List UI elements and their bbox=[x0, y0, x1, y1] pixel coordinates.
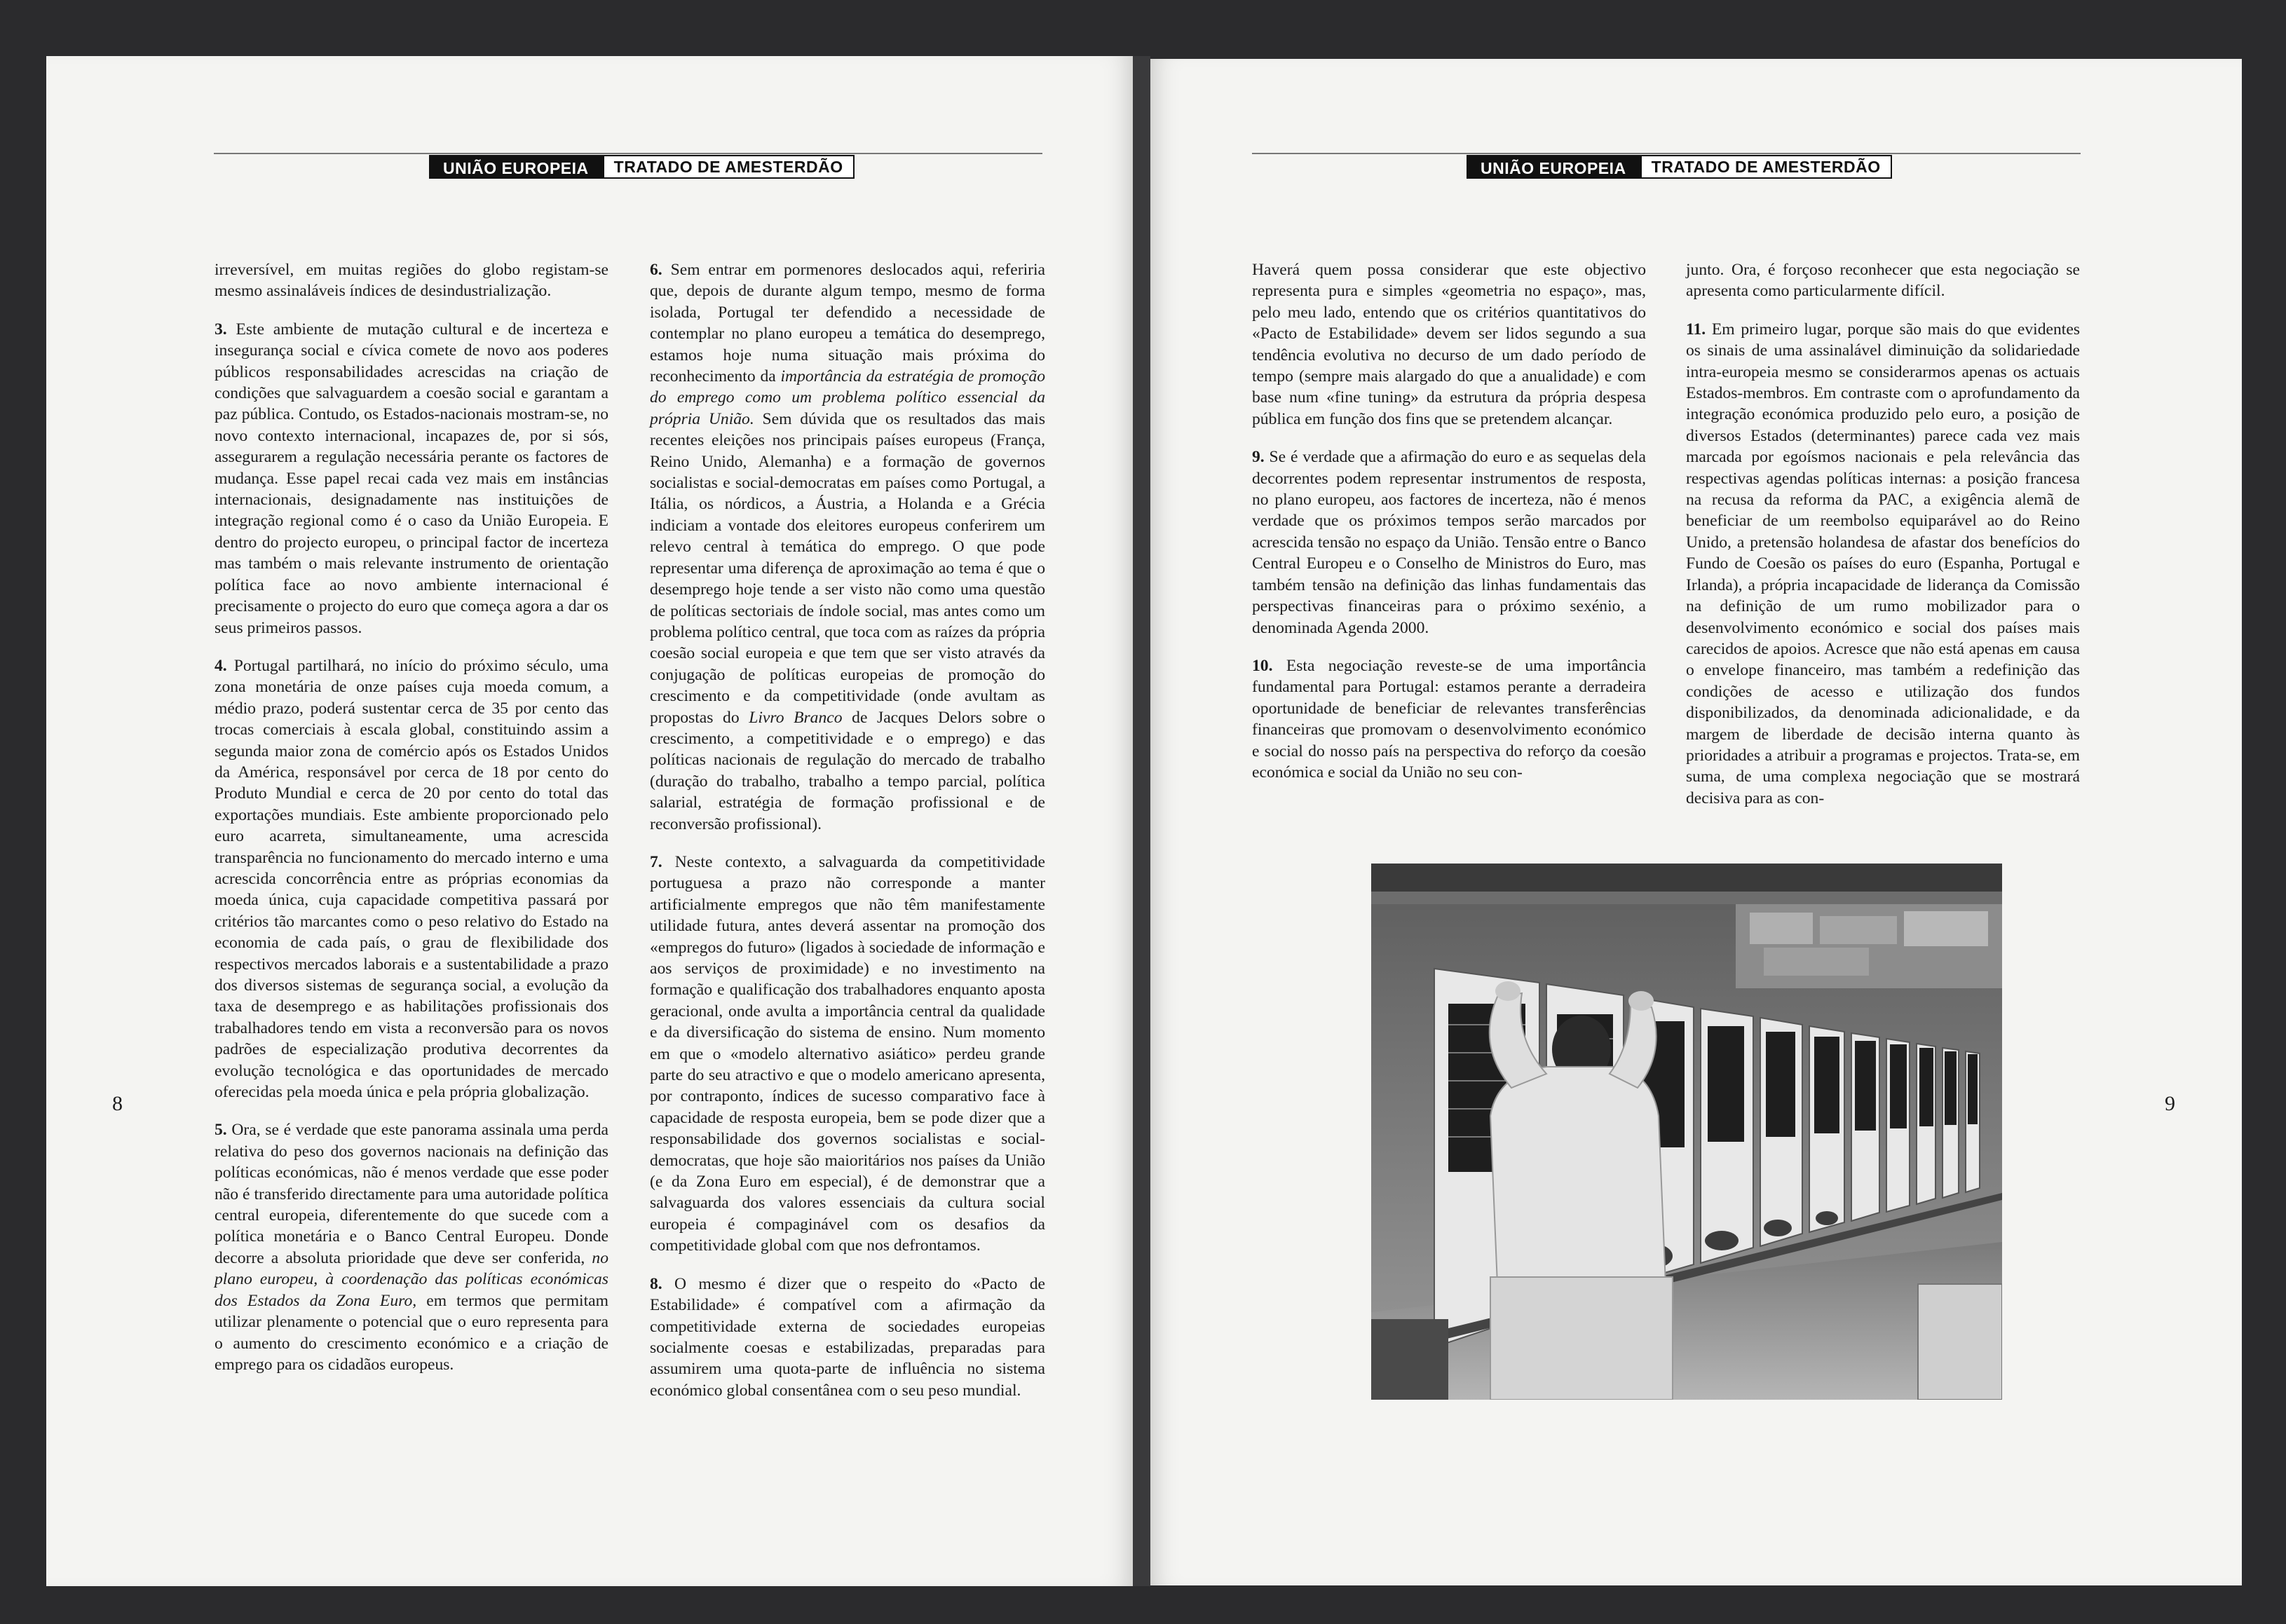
paragraph-6 bbox=[650, 259, 1045, 835]
paragraph-text: Este ambiente de mutação cultural e de incerteza e insegurança social e cívica comete de novo aos poderes públicos responsabilidades acrescidas na criação de condições que salvaguardem a coesão social e garantam a paz pública. Contudo, os Estados-nacionais mostram-se, no novo contexto internacional, incapazes de, por si sós, assegurarem a regulação necessária perante os factores de mudança. Esse papel recai cada vez mais em instâncias internacionais, designadamente nas instituições de integração regional como é o caso da União Europeia. E dentro do projecto europeu, o principal factor de incerteza mas também o mais relevante instrumento de orientação política face ao novo ambiente internacional é precisamente o projecto do euro que começa agora a dar os seus primeiros passos. bbox=[215, 320, 608, 637]
book-gutter bbox=[1133, 56, 1150, 1586]
paragraph-4 bbox=[215, 655, 608, 1103]
paragraph-text: de Jacques Delors sobre o crescimento, a competitividade e o emprego) e das políticas nacionais de regulação do mercado de trabalho (duração do trabalho, trabalho a tempo parcial, política salarial, estratégia de formação profissional e de reconversão profissional). bbox=[650, 708, 1045, 833]
paragraph-10 bbox=[1252, 655, 1646, 783]
paragraph-text: Sem dúvida que os resultados das mais recentes eleições nos principais países europeus (França, Reino Unido, Alemanha) e a formação de governos socialistas e social-democratas em países como Portugal, a Itália, os nórdicos, a Áustria, a Holanda e a Grécia indiciam a vontade dos eleitores europeus conferirem um relevo central à temática do emprego. O que pode representar uma diferença de aproximação ao tema é que o desemprego hoje tende a ser visto não como uma questão de políticas sectoriais de índole social, mas antes como um problema político central, que toca com as raízes da própria coesão social europeia e que tem que ser visto através da conjugação de políticas europeias de promoção do crescimento e da competitividade (onde avultam as propostas do bbox=[650, 409, 1046, 727]
paragraph-number: 10. bbox=[1252, 656, 1273, 675]
left-column-1 bbox=[215, 259, 608, 1392]
paragraph-number: 3. bbox=[215, 320, 227, 339]
header-rule-right bbox=[1252, 153, 2081, 154]
running-header-right bbox=[1467, 155, 1892, 179]
paragraph-number: 5. bbox=[215, 1121, 227, 1140]
paragraph bbox=[215, 259, 608, 302]
paragraph-9 bbox=[1252, 446, 1646, 639]
page-number-right: 9 bbox=[2165, 1092, 2175, 1115]
paragraph-8 bbox=[650, 1274, 1045, 1401]
paragraph-5 bbox=[215, 1119, 608, 1375]
paragraph-text: em termos que permitam utilizar plenamente o potencial que o euro representa para o aumento do crescimento económico e a criação de emprego para os cidadãos europeus. bbox=[215, 1291, 608, 1374]
paragraph bbox=[1252, 259, 1646, 430]
left-column-2 bbox=[650, 259, 1045, 1418]
italic-emphasis: Livro Branco bbox=[749, 708, 843, 727]
right-column-1 bbox=[1252, 259, 1646, 800]
paragraph bbox=[1686, 259, 2080, 302]
factory-worker-photo bbox=[1371, 864, 2002, 1400]
paragraph-text: Esta negociação reveste-se de uma importância fundamental para Portugal: estamos perante a derradeira oportunidade de beneficiar de relevantes transferências financeiras que promovam o desenvolvimento económico e social do nosso país na perspectiva do reforço da coesão económica e social da União no seu con- bbox=[1252, 656, 1646, 782]
paragraph-text: Se é verdade que a afirmação do euro e as sequelas dela decorrentes podem representar instrumentos de resposta, no plano europeu, aos factores de incerteza, não é menos verdade que os próximos tempos serão marcados por acrescida tensão no espaço da União. Tensão entre o Banco Central Europeu e o Conselho de Ministros do Euro, mas também tensão na definição das linhas fundamentais das perspectivas financeiras para o próximo sexénio, a denominada Agenda 2000. bbox=[1252, 448, 1646, 637]
paragraph-number: 4. bbox=[215, 656, 227, 675]
paragraph-text: Haverá quem possa considerar que este objectivo representa pura e simples «geometria no espaço», mas, pelo meu lado, entendo que os critérios quantitativos do «Pacto de Estabilidade» devem ser lidos segundo a sua tendência evolutiva no decurso de um dado período de tempo (sempre mais alargado do que a anualidade) e com base num «fine tuning» da estrutura da própria despesa pública em função dos fins que se pretendem alcançar. bbox=[1252, 261, 1646, 428]
factory-photo-illustration bbox=[1371, 864, 2002, 1400]
paragraph-text: O mesmo é dizer que o respeito do «Pacto de Estabilidade» é compatível com a afirmação da competitividade externa de sociedades europeias socialmente coesas e estabilizadas, preparadas para assumirem uma quota-parte de influência no sistema económico global consentânea com o seu peso mundial. bbox=[650, 1274, 1046, 1400]
paragraph-7 bbox=[650, 852, 1045, 1257]
italic-emphasis: no plano europeu, à coordenação das políticas económicas dos Estados da Zona Euro, bbox=[215, 1248, 608, 1310]
header-section-label: UNIÃO EUROPEIA bbox=[1467, 155, 1640, 179]
paragraph-number: 8. bbox=[650, 1274, 662, 1293]
header-title-label: TRATADO DE AMESTERDÃO bbox=[1640, 155, 1892, 179]
paragraph-text: irreversível, em muitas regiões do globo registam-se mesmo assinaláveis índices de desindustrialização. bbox=[215, 261, 608, 301]
paragraph-number: 9. bbox=[1252, 448, 1265, 467]
paragraph-number: 11. bbox=[1686, 320, 1706, 339]
header-rule-left bbox=[214, 153, 1042, 154]
paragraph-11 bbox=[1686, 319, 2080, 809]
paragraph-text: junto. Ora, é forçoso reconhecer que esta negociação se apresenta como particularmente difícil. bbox=[1686, 261, 2080, 301]
paragraph-3 bbox=[215, 319, 608, 639]
paragraph-text: Ora, se é verdade que este panorama assinala uma perda relativa do peso dos governos nacionais na definição das políticas económicas, não é menos verdade que esse poder não é transferido directamente para uma autoridade política central europeia, diferentemente do que sucede com a política monetária e o Banco Central Europeu. Donde decorre a absoluta prioridade que deve ser conferida, bbox=[215, 1121, 608, 1267]
italic-emphasis: importância da estratégia de promoção do emprego como um problema político essencial da própria União. bbox=[650, 367, 1045, 428]
paragraph-text: Portugal partilhará, no início do próximo século, uma zona monetária de onze países cuja moeda comum, a médio prazo, poderá sustentar cerca de 35 por cento das trocas comerciais à escala global, constituindo assim a segunda maior zona de comércio após os Estados Unidos da América, responsável por cerca de 18 por cento do Produto Mundial e cerca de 20 por cento do total das exportações mundiais. Este ambiente proporcionado pelo euro acarreta, simultaneamente, uma acrescida transparência no funcionamento do mercado interno e uma acrescida concorrência entre as próprias economias da moeda única, cuja capacidade competitiva passará por critérios tão marcantes como o peso relativo do Estado na economia de cada país, o grau de flexibilidade dos respectivos mercados laborais e a sustentabilidade a prazo dos diversos sistemas de segurança social, a evolução da taxa de desemprego e as habilitações profissionais dos trabalhadores tendo em vista a reconversão para os novos padrões de especialização produtiva decorrentes da evolução tecnológica e das oportunidades de mercado oferecidas pela moeda única e pela própria globalização. bbox=[215, 656, 608, 1102]
page-number-left: 8 bbox=[112, 1092, 123, 1115]
paragraph-text: Neste contexto, a salvaguarda da competitividade portuguesa a prazo não corresponde a manter artificialmente empregos que não têm manifestamente utilidade futura, antes deverá assentar na promoção dos «empregos do futuro» (ligados à sociedade de informação e aos serviços de proximidade) e no investimento na formação e qualificação dos trabalhadores enquanto aposta geracional, onde avulta a importância central da qualidade e da diversificação do sistema de ensino. Num momento em que o «modelo alternativo asiático» perdeu grande parte do seu atractivo e que o modelo americano apresenta, por contraponto, índices de sucesso comparativo face à capacidade de resposta europeia, bem se pode dizer que a responsabilidade dos governos socialistas e social-democratas, que hoje são maioritários nos países da União (e da Zona Euro em especial), é de demonstrar que a salvaguarda dos valores essenciais da cultura social europeia é compaginável com os desafios da competitividade global com que nos defrontamos. bbox=[650, 852, 1046, 1255]
running-header-left bbox=[429, 155, 855, 179]
right-column-2 bbox=[1686, 259, 2080, 826]
paragraph-text: Em primeiro lugar, porque são mais do que evidentes os sinais de uma assinalável diminuição da solidariedade intra-europeia mesmo se considerarmos apenas os actuais Estados-membros. Em contraste com o aprofundamento da integração económica produzido pelo euro, a posição de diversos Estados (determinantes) parece cada vez mais marcada por egoísmos nacionais e pela relevância das respectivas agendas políticas internas: a posição francesa na recusa da reforma da PAC, a exigência alemã de beneficiar de um reembolso equiparável ao do Reino Unido, a pretensão holandesa de afastar dos benefícios do Fundo de Coesão os países do euro (Espanha, Portugal e Irlanda), a própria incapacidade de liderança da Comissão na definição de um rumo mobilizador para o desenvolvimento económico e social dos países mais carecidos de apoios. Acresce que não está apenas em causa o envelope financeiro, mas também a redefinição das condições de acesso e utilização dos fundos disponibilizados, da denominada adicionalidade, e da margem de liberdade de decisão interna quanto às prioridades a atribuir a programas e projectos. Trata-se, em suma, de uma complexa negociação que se mostrará decisiva para as con- bbox=[1686, 320, 2080, 807]
header-title-label: TRATADO DE AMESTERDÃO bbox=[603, 155, 855, 179]
header-section-label: UNIÃO EUROPEIA bbox=[429, 155, 603, 179]
paragraph-number: 6. bbox=[650, 261, 662, 279]
paragraph-text: Sem entrar em pormenores deslocados aqui, referiria que, depois de durante algum tempo, mesmo de forma isolada, Portugal ter defendido a necessidade de contemplar no plano europeu a temática do desemprego, estamos hoje numa situação mais próxima do reconhecimento da bbox=[650, 261, 1046, 386]
paragraph-number: 7. bbox=[650, 852, 662, 871]
